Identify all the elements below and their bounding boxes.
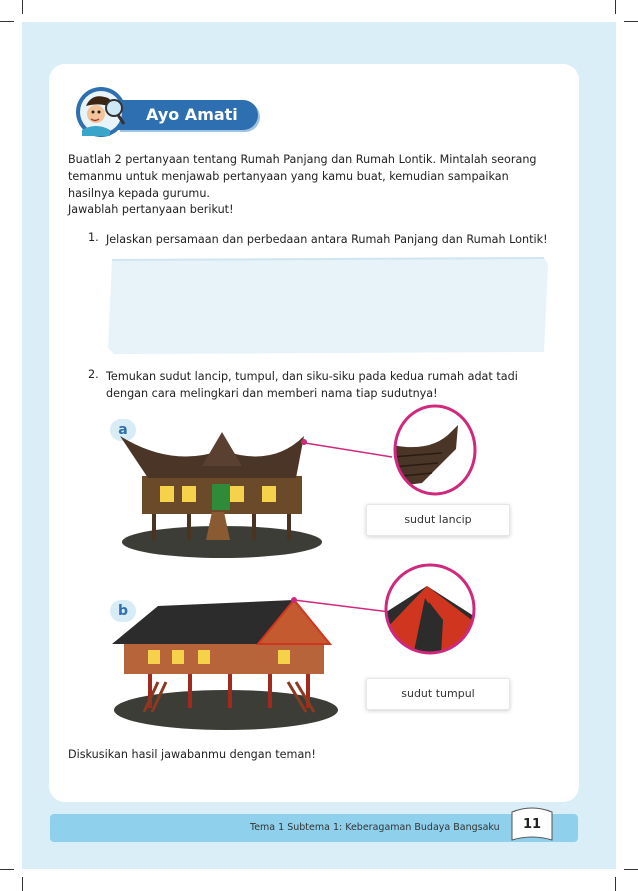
figure-badge-a: a [110,419,136,441]
question-text: Jelaskan persamaan dan perbedaan antara Rumah Panjang dan Rumah Lontik! [106,233,548,246]
figure-badge-b: b [110,600,136,622]
crop-mark [0,21,14,22]
question-number: 2. [88,368,99,381]
closing-text: Diskusikan hasil jawabanmu dengan teman! [68,748,316,761]
footer-text: Tema 1 Subtema 1: Keberagaman Budaya Bangsaku [250,822,500,833]
answer-box[interactable] [108,256,548,356]
angle-label-b: sudut tumpul [366,678,510,710]
crop-mark [624,869,638,870]
crop-mark [0,869,14,870]
page-number: 11 [522,817,542,832]
obtuse-angle-zoom [383,562,477,656]
student-magnifier-icon [72,86,134,138]
question-text: Temukan sudut lancip, tumpul, dan siku-siku pada kedua rumah adat tadi dengan cara melingkari dan memberi nama tiap sudutnya! [106,370,518,400]
crop-mark [615,0,616,14]
crop-mark [22,0,23,14]
instruction-text: Jawablah pertanyaan berikut! [68,203,234,216]
crop-mark [615,877,616,891]
crop-mark [22,877,23,891]
angle-label-a: sudut lancip [366,504,510,536]
question-number: 1. [88,231,99,244]
sharp-angle-zoom [392,403,478,497]
crop-mark [624,21,638,22]
rumah-lontik-illustration [112,420,332,560]
intro-paragraph: Buatlah 2 pertanyaan tentang Rumah Panjang dan Rumah Lontik. Mintalah seorang temanmu untuk menjawab pertanyaan yang kamu buat, kemudian sampaikan hasilnya kepada gurumu. [68,153,537,200]
section-title: Ayo Amati [146,105,238,124]
